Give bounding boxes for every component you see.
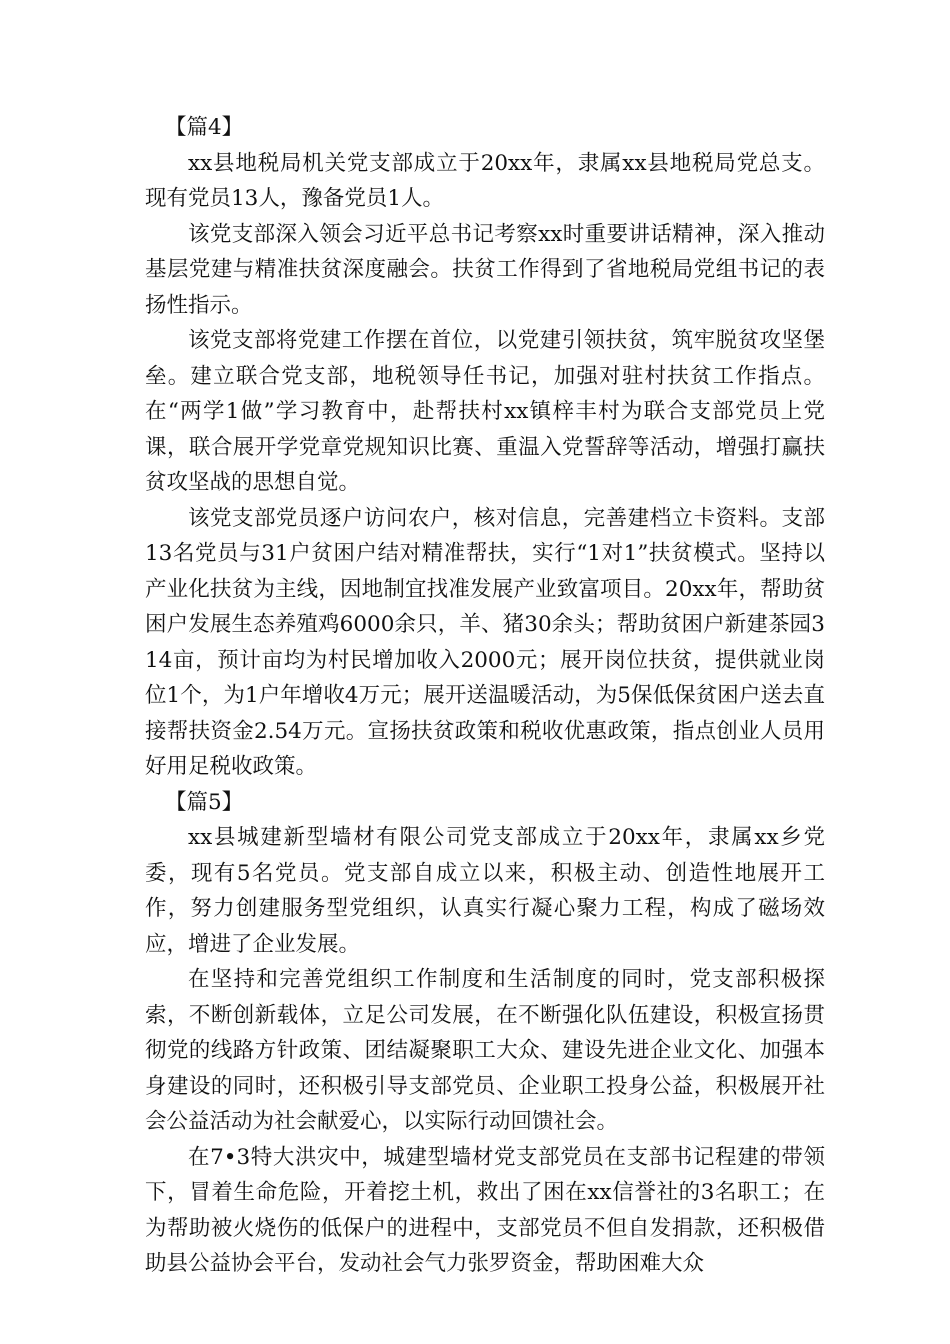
paragraph: 该党支部深入领会习近平总书记考察xx时重要讲话精神，深入推动基层党建与精准扶贫深度融会。扶贫工作得到了省地税局党组书记的表扬性指示。 (145, 221, 825, 318)
paragraph: 在坚持和完善党组织工作制度和生活制度的同时，党支部积极探索，不断创新载体，立足公司发展，在不断强化队伍建设，积极宣扬贯彻党的线路方针政策、团结凝聚职工大众、建设先进企业文化、加强本身建设的同时，还积极引导支部党员、企业职工投身公益，积极展开社会公益活动为社会献爱心，以实际行动回馈社会。 (145, 967, 825, 1134)
paragraph: 该党支部将党建工作摆在首位，以党建引领扶贫，筑牢脱贫攻坚堡垒。建立联合党支部，地税领导任书记，加强对驻村扶贫工作指点。在“两学1做”学习教育中，赴帮扶村xx镇梓丰村为联合支部党员上党课，联合展开学党章党规知识比赛、重温入党誓辞等活动，增强打赢扶贫攻坚战的思想自觉。 (145, 328, 825, 495)
section-heading-5: 【篇5】 (165, 789, 244, 815)
document-page (145, 110, 825, 1282)
section-heading-4: 【篇4】 (165, 115, 244, 140)
paragraph: 该党支部党员逐户访问农户，核对信息，完善建档立卡资料。支部13名党员与31户贫困户结对精准帮扶，实行“1对1”扶贫模式。坚持以产业化扶贫为主线，因地制宜找准发展产业致富项目。20xx年，帮助贫困户发展生态养殖鸡6000余只，羊、猪30余头；帮助贫困户新建茶园314亩，预计亩均为村民增加收入2000元；展开岗位扶贫，提供就业岗位1个，为1户年增收4万元；展开送温暖活动，为5保低保贫困户送去直接帮扶资金2.54万元。宣扬扶贫政策和税收优惠政策，指点创业人员用好用足税收政策。 (145, 505, 825, 779)
paragraph: 在7•3特大洪灾中，城建型墙材党支部党员在支部书记程建的带领下，冒着生命危险，开着挖土机，救出了困在xx信誉社的3名职工；在为帮助被火烧伤的低保户的进程中，支部党员不但自发捐款，还积极借助县公益协会平台，发动社会气力张罗资金，帮助困难大众 (145, 1144, 825, 1276)
paragraph: xx县城建新型墙材有限公司党支部成立于20xx年，隶属xx乡党委，现有5名党员。党支部自成立以来，积极主动、创造性地展开工作，努力创建服务型党组织，认真实行凝心聚力工程，构成了磁场效应，增进了企业发展。 (145, 825, 825, 957)
paragraph: xx县地税局机关党支部成立于20xx年，隶属xx县地税局党总支。现有党员13人，豫备党员1人。 (145, 150, 825, 211)
